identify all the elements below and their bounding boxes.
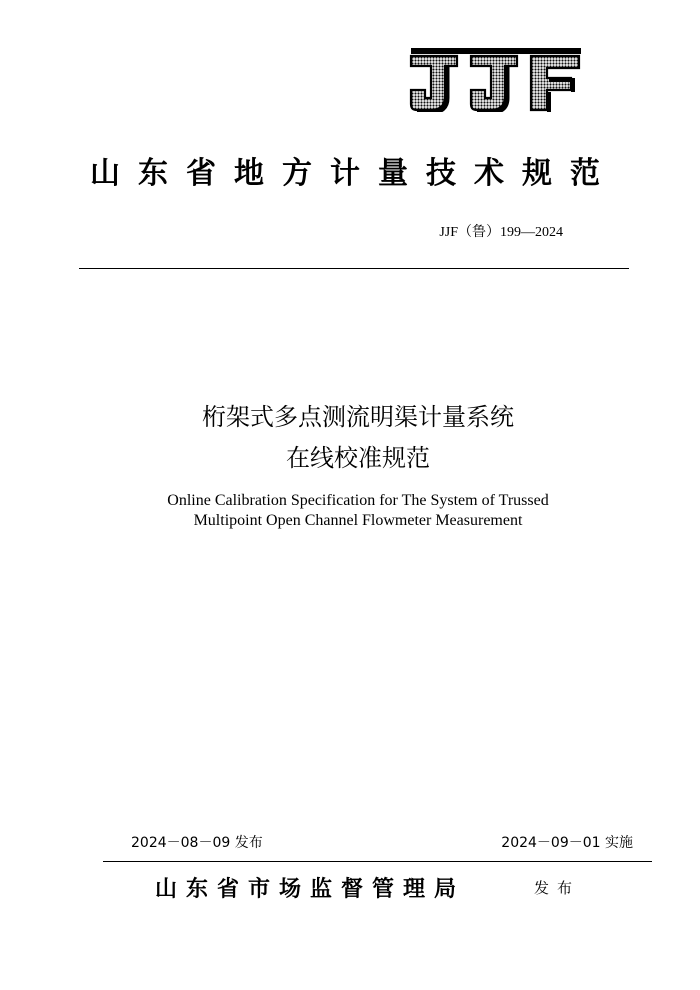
title-zh-line2: 在线校准规范 xyxy=(286,444,430,472)
implementation-date: 2024－09－01 实施 xyxy=(501,835,633,851)
issuer-name: 山东省市场监督管理局 xyxy=(155,876,466,902)
standard-code: JJF（鲁）199—2024 xyxy=(439,225,563,240)
series-title: 山东省地方计量技术规范 xyxy=(90,156,618,191)
title-zh-line1: 桁架式多点测流明渠计量系统 xyxy=(202,403,514,431)
issue-word: 发布 xyxy=(534,879,581,897)
title-en-line2: Multipoint Open Channel Flowmeter Measurement xyxy=(193,512,523,529)
title-en-line1: Online Calibration Specification for The System of Trussed xyxy=(167,492,549,509)
top-divider xyxy=(79,268,629,269)
jjf-logo-icon xyxy=(409,44,583,112)
bottom-divider xyxy=(103,861,652,862)
issue-date: 2024－08－09 发布 xyxy=(131,835,263,851)
